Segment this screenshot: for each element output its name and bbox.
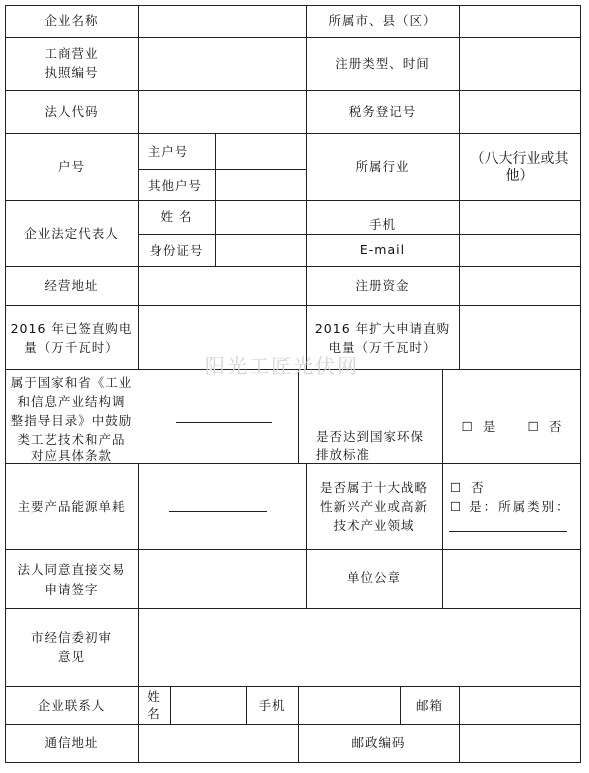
strategic-industry-line2: 性新兴产业或高新 [319, 499, 428, 514]
capital-label: 注册资金 [355, 278, 410, 293]
fill-line[interactable] [169, 511, 267, 512]
energy-consumption-label: 主要产品能源单耗 [17, 499, 126, 514]
id-no-label: 身份证号 [149, 243, 204, 258]
rule [580, 5, 581, 763]
fill-line[interactable] [176, 422, 272, 423]
review-opinion-line1: 市经信委初审 [30, 630, 112, 645]
other-account-label: 其他户号 [147, 178, 202, 193]
contact-person-label: 企业联系人 [37, 698, 106, 713]
rule [138, 234, 580, 235]
policy-clause-line2: 和信息产业结构调 [17, 394, 126, 409]
contact-name-line1: 姓 [147, 689, 161, 704]
strategic-industry-line1: 是否属于十大战略 [319, 480, 428, 495]
company-name-label: 企业名称 [44, 13, 99, 28]
mobile-label: 手机 [368, 217, 396, 232]
postcode-label: 邮政编码 [351, 735, 406, 750]
strategic-industry-line3: 技术产业领域 [333, 518, 415, 533]
rule [459, 5, 460, 369]
rule [5, 200, 580, 201]
legal-signature-line1: 法人同意直接交易 [17, 562, 126, 577]
industry-hint-line2: 他） [505, 168, 534, 184]
policy-clause-line4: 类工艺技术和产品 [17, 432, 126, 447]
policy-clause-line3: 整指导目录》中鼓励 [10, 413, 133, 428]
rule [215, 133, 216, 266]
account-no-label: 户号 [57, 159, 85, 174]
rule [5, 5, 580, 6]
tax-reg-label: 税务登记号 [348, 104, 417, 119]
expand-volume-line2: 电量（万千瓦时） [328, 340, 437, 355]
contact-mobile-label: 手机 [258, 698, 286, 713]
rule [138, 5, 139, 369]
rule [138, 169, 306, 170]
main-account-label: 主户号 [147, 144, 189, 159]
license-label-line1: 工商营业 [44, 46, 99, 61]
rule [5, 266, 580, 267]
rule [5, 549, 580, 550]
rule [5, 724, 580, 725]
mail-address-label: 通信地址 [44, 735, 99, 750]
fill-line[interactable] [449, 531, 567, 532]
env-yes-checkbox[interactable]: ☐ 是 [461, 419, 499, 434]
rule [5, 762, 580, 763]
industry-label: 所属行业 [355, 159, 410, 174]
rule [5, 133, 580, 134]
legal-rep-label: 企业法定代表人 [24, 226, 119, 241]
policy-clause-line1: 属于国家和省《工业 [10, 375, 133, 390]
env-no-checkbox[interactable]: ☐ 否 [527, 419, 565, 434]
rule [5, 37, 580, 38]
license-label-line2: 执照编号 [44, 65, 99, 80]
reg-type-time-label: 注册类型、时间 [335, 56, 430, 71]
signed-volume-line2: 量（万千瓦时） [24, 340, 119, 355]
env-standard-line2: 排放标准 [315, 447, 370, 462]
expand-volume-line1: 2016 年扩大申请直购 [314, 321, 451, 336]
address-label: 经营地址 [44, 278, 99, 293]
industry-hint-line1: （八大行业或其 [470, 151, 569, 167]
legal-signature-line2: 申请签字 [44, 582, 99, 597]
rule [170, 686, 171, 724]
rule [442, 369, 443, 608]
contact-name-line2: 名 [147, 706, 161, 721]
policy-clause-line5: 对应具体条款 [30, 448, 112, 463]
rule [5, 90, 580, 91]
review-opinion-line2: 意见 [57, 649, 85, 664]
rule [459, 686, 460, 762]
legal-code-label: 法人代码 [44, 104, 99, 119]
name-label: 姓 名 [160, 209, 193, 224]
company-seal-label: 单位公章 [346, 570, 401, 585]
strategic-yes-checkbox[interactable]: ☐ 是：所属类别： [450, 499, 571, 514]
rule [5, 686, 580, 687]
city-county-label: 所属市、县（区） [328, 13, 437, 28]
rule [5, 305, 580, 306]
contact-email-label: 邮箱 [415, 698, 443, 713]
signed-volume-line1: 2016 年已签直购电 [10, 321, 133, 336]
env-standard-line1: 是否达到国家环保 [315, 429, 424, 444]
strategic-no-checkbox[interactable]: ☐ 否 [450, 480, 487, 495]
watermark: 阳光工匠光伏网 [205, 354, 359, 378]
rule [5, 608, 580, 609]
email-label: E-mail [359, 242, 406, 257]
